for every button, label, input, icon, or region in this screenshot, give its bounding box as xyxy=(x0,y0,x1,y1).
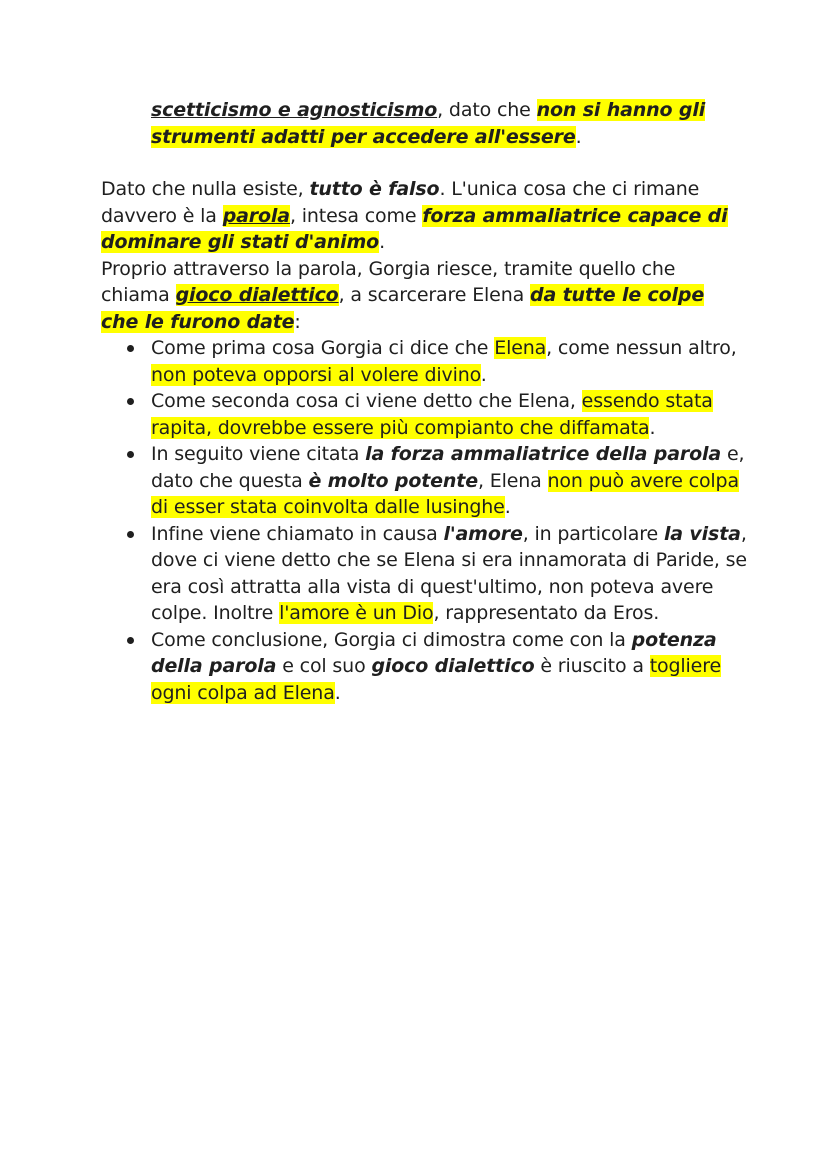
para1-parola: parola xyxy=(222,204,290,227)
list-item xyxy=(101,627,751,707)
intro-end: . xyxy=(575,125,582,148)
bullet-list xyxy=(101,335,751,706)
para1-text-2: . L'unica cosa che ci rimane davvero è la xyxy=(101,178,700,227)
para1-highlight: forza ammaliatrice capace di dominare gli stati d'animo xyxy=(101,204,728,253)
list-item xyxy=(101,521,751,627)
bullet-text: Come conclusione, Gorgia ci dimostra come con la xyxy=(151,628,632,651)
intro-highlight: non si hanno gli strumenti adatti per accedere all'essere xyxy=(151,99,706,148)
bullet-icon xyxy=(127,451,134,458)
bullet-emphasis: la forza ammaliatrice della parola xyxy=(365,443,722,465)
bullet-text: Come prima cosa Gorgia ci dice che xyxy=(151,337,495,359)
bullet-emphasis: l'amore xyxy=(443,522,523,545)
bullet-emphasis: è molto potente xyxy=(308,469,478,492)
bullet-text: , rappresentato da Eros. xyxy=(433,602,660,624)
intro-text: , dato che xyxy=(437,99,537,121)
bullet-text: è riuscito a xyxy=(534,655,650,677)
paragraph-gorgia xyxy=(101,256,741,336)
intro-paragraph xyxy=(151,97,751,150)
bullet-icon xyxy=(127,345,134,352)
bullet-highlight: Elena xyxy=(494,337,547,359)
list-item xyxy=(101,441,751,521)
para2-gioco-dialettico: gioco dialettico xyxy=(175,284,339,306)
bullet-text: e, dato che questa xyxy=(151,443,745,492)
bullet-text: , Elena xyxy=(477,469,548,492)
para2-highlight: da tutte le colpe che le furono date xyxy=(101,284,705,333)
bullet-text: Come seconda cosa ci viene detto che Elena, xyxy=(151,390,582,412)
bullet-highlight: essendo stata rapita, dovrebbe essere più compianto che diffamata xyxy=(151,390,713,439)
para2-text-2: , a scarcerare Elena xyxy=(338,284,530,306)
bullet-text: Infine viene chiamato in causa xyxy=(151,522,444,545)
bullet-icon xyxy=(127,637,134,644)
para2-text-1: Proprio attraverso la parola, Gorgia riesce, tramite quello che chiama xyxy=(101,257,676,306)
paragraph-nulla-esiste xyxy=(101,176,741,256)
bullet-text: . xyxy=(334,681,341,704)
bullet-emphasis: la vista xyxy=(663,522,741,545)
para1-text-3: , intesa come xyxy=(289,204,423,227)
bullet-text: . xyxy=(504,496,511,518)
bullet-highlight: l'amore è un Dio xyxy=(279,602,434,624)
bullet-emphasis: gioco dialettico xyxy=(371,655,535,677)
para1-end: . xyxy=(379,231,385,253)
bullet-text: . xyxy=(480,363,487,386)
para1-text-1: Dato che nulla esiste, xyxy=(101,178,310,200)
bullet-text: . xyxy=(649,416,656,439)
para1-emphasis: tutto è falso xyxy=(309,178,440,200)
bullet-text: , in particolare xyxy=(522,522,664,545)
bullet-emphasis: potenza della parola xyxy=(151,628,717,677)
bullet-text: e col suo xyxy=(276,655,372,677)
list-item xyxy=(101,335,751,388)
bullet-icon xyxy=(127,531,134,538)
bullet-text: In seguito viene citata xyxy=(151,443,366,465)
list-item xyxy=(101,388,751,441)
bullet-text: , come nessun altro, xyxy=(546,337,737,359)
bullet-icon xyxy=(127,398,134,405)
bullet-highlight: non poteva opporsi al volere divino xyxy=(151,363,481,386)
bullet-text: , dove ci viene detto che se Elena si era innamorata di Paride, se era così attratta alla vista di quest'ultimo, non poteva avere colpe. Inoltre xyxy=(151,522,747,624)
bullet-highlight: non può avere colpa di esser stata coinvolta dalle lusinghe xyxy=(151,469,739,518)
bullet-highlight: togliere ogni colpa ad Elena xyxy=(151,655,721,704)
para2-end: : xyxy=(294,310,301,333)
main-paragraphs xyxy=(101,176,741,335)
intro-emphasis: scetticismo e agnosticismo xyxy=(151,99,438,121)
